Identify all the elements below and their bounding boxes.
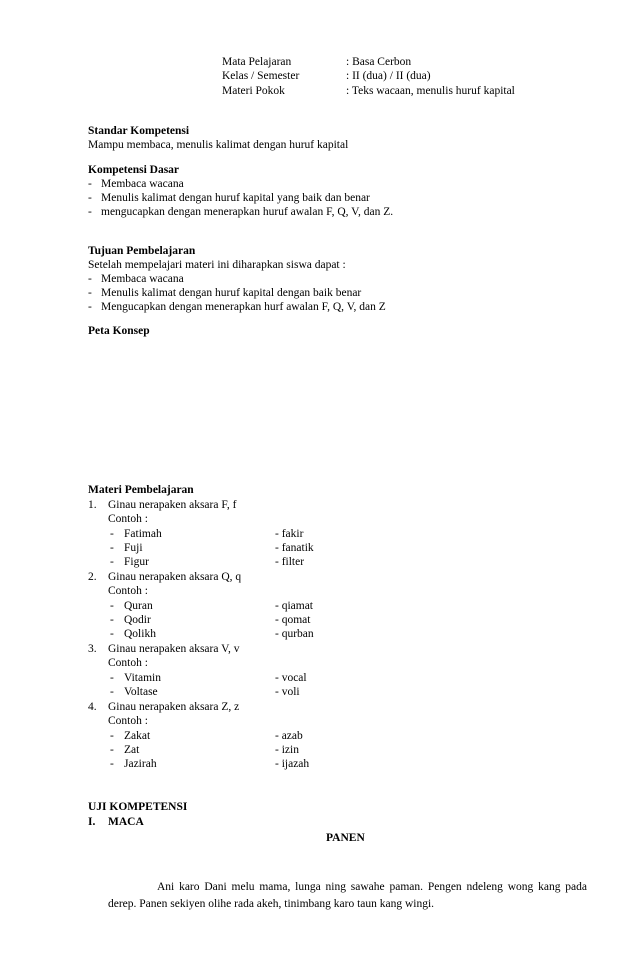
header-value-topic: : Teks wacaan, menulis huruf kapital	[346, 85, 515, 97]
example-word: - qiamat	[275, 600, 313, 612]
example-word: - azab	[275, 730, 303, 742]
list-dash: -	[110, 686, 114, 698]
uji-title: UJI KOMPETENSI	[88, 801, 188, 813]
example-word: - qurban	[275, 628, 314, 640]
materi-number: 4.	[88, 701, 97, 713]
example-word: Fuji	[124, 542, 143, 554]
contoh-label: Contoh :	[108, 715, 148, 727]
tujuan-intro: Setelah mempelajari materi ini diharapkan siswa dapat :	[88, 259, 346, 271]
list-dash: -	[88, 287, 92, 299]
tujuan-item: Membaca wacana	[101, 273, 184, 285]
header-value-class: : II (dua) / II (dua)	[346, 70, 431, 82]
list-dash: -	[88, 192, 92, 204]
materi-number: 3.	[88, 643, 97, 655]
contoh-label: Contoh :	[108, 657, 148, 669]
contoh-label: Contoh :	[108, 585, 148, 597]
list-dash: -	[88, 273, 92, 285]
kompetensi-title: Kompetensi Dasar	[88, 164, 180, 176]
kompetensi-item: Membaca wacana	[101, 178, 184, 190]
kompetensi-item: mengucapkan dengan menerapkan huruf awalan F, Q, V, dan Z.	[101, 206, 394, 218]
list-dash: -	[110, 542, 114, 554]
example-word: - filter	[275, 556, 305, 568]
example-word: Jazirah	[124, 758, 157, 770]
list-dash: -	[110, 744, 114, 756]
reading-paragraph: Ani karo Dani melu mama, lunga ning sawahe paman. Pengen ndeleng wong kang pada derep. Panen sekiyen olihe rada akeh, tinimbang karo taun kang wingi.	[108, 881, 587, 910]
example-word: - izin	[275, 744, 299, 756]
tujuan-item: Mengucapkan dengan menerapkan hurf awalan F, Q, V, dan Z	[101, 301, 386, 313]
standar-title: Standar Kompetensi	[88, 125, 190, 137]
example-word: - fakir	[275, 528, 304, 540]
example-word: - qomat	[275, 614, 311, 626]
list-dash: -	[110, 758, 114, 770]
tujuan-item: Menulis kalimat dengan huruf kapital dengan baik benar	[101, 287, 362, 299]
example-word: Vitamin	[124, 672, 161, 684]
materi-heading: Ginau nerapaken aksara F, f	[108, 499, 237, 511]
standar-text: Mampu membaca, menulis kalimat dengan huruf kapital	[88, 139, 349, 151]
kompetensi-item: Menulis kalimat dengan huruf kapital yang baik dan benar	[101, 192, 370, 204]
peta-title: Peta Konsep	[88, 325, 150, 337]
header-value-subject: : Basa Cerbon	[346, 56, 412, 68]
example-word: - fanatik	[275, 542, 314, 554]
header-label-topic: Materi Pokok	[222, 85, 285, 97]
list-dash: -	[110, 556, 114, 568]
list-dash: -	[88, 301, 92, 313]
list-dash: -	[110, 614, 114, 626]
list-dash: -	[110, 672, 114, 684]
example-word: - vocal	[275, 672, 307, 684]
contoh-label: Contoh :	[108, 513, 148, 525]
list-dash: -	[110, 600, 114, 612]
example-word: Qolikh	[124, 628, 156, 640]
materi-heading: Ginau nerapaken aksara Q, q	[108, 571, 242, 583]
reading-title: PANEN	[326, 832, 365, 844]
list-dash: -	[110, 528, 114, 540]
example-word: Zakat	[124, 730, 151, 742]
list-dash: -	[110, 730, 114, 742]
materi-heading: Ginau nerapaken aksara Z, z	[108, 701, 240, 713]
materi-title: Materi Pembelajaran	[88, 484, 194, 496]
example-word: Qodir	[124, 614, 151, 626]
materi-number: 1.	[88, 499, 97, 511]
header-label-class: Kelas / Semester	[222, 70, 300, 82]
tujuan-title: Tujuan Pembelajaran	[88, 245, 196, 257]
example-word: Quran	[124, 600, 153, 612]
uji-sub-number: I.	[88, 816, 96, 828]
example-word: - ijazah	[275, 758, 310, 770]
uji-sub-title: MACA	[108, 816, 144, 828]
example-word: Voltase	[124, 686, 158, 698]
example-word: Zat	[124, 744, 140, 756]
list-dash: -	[88, 178, 92, 190]
list-dash: -	[88, 206, 92, 218]
example-word: Fatimah	[124, 528, 162, 540]
materi-heading: Ginau nerapaken aksara V, v	[108, 643, 240, 655]
list-dash: -	[110, 628, 114, 640]
header-label-subject: Mata Pelajaran	[222, 56, 292, 68]
materi-number: 2.	[88, 571, 97, 583]
example-word: - voli	[275, 686, 300, 698]
example-word: Figur	[124, 556, 149, 568]
